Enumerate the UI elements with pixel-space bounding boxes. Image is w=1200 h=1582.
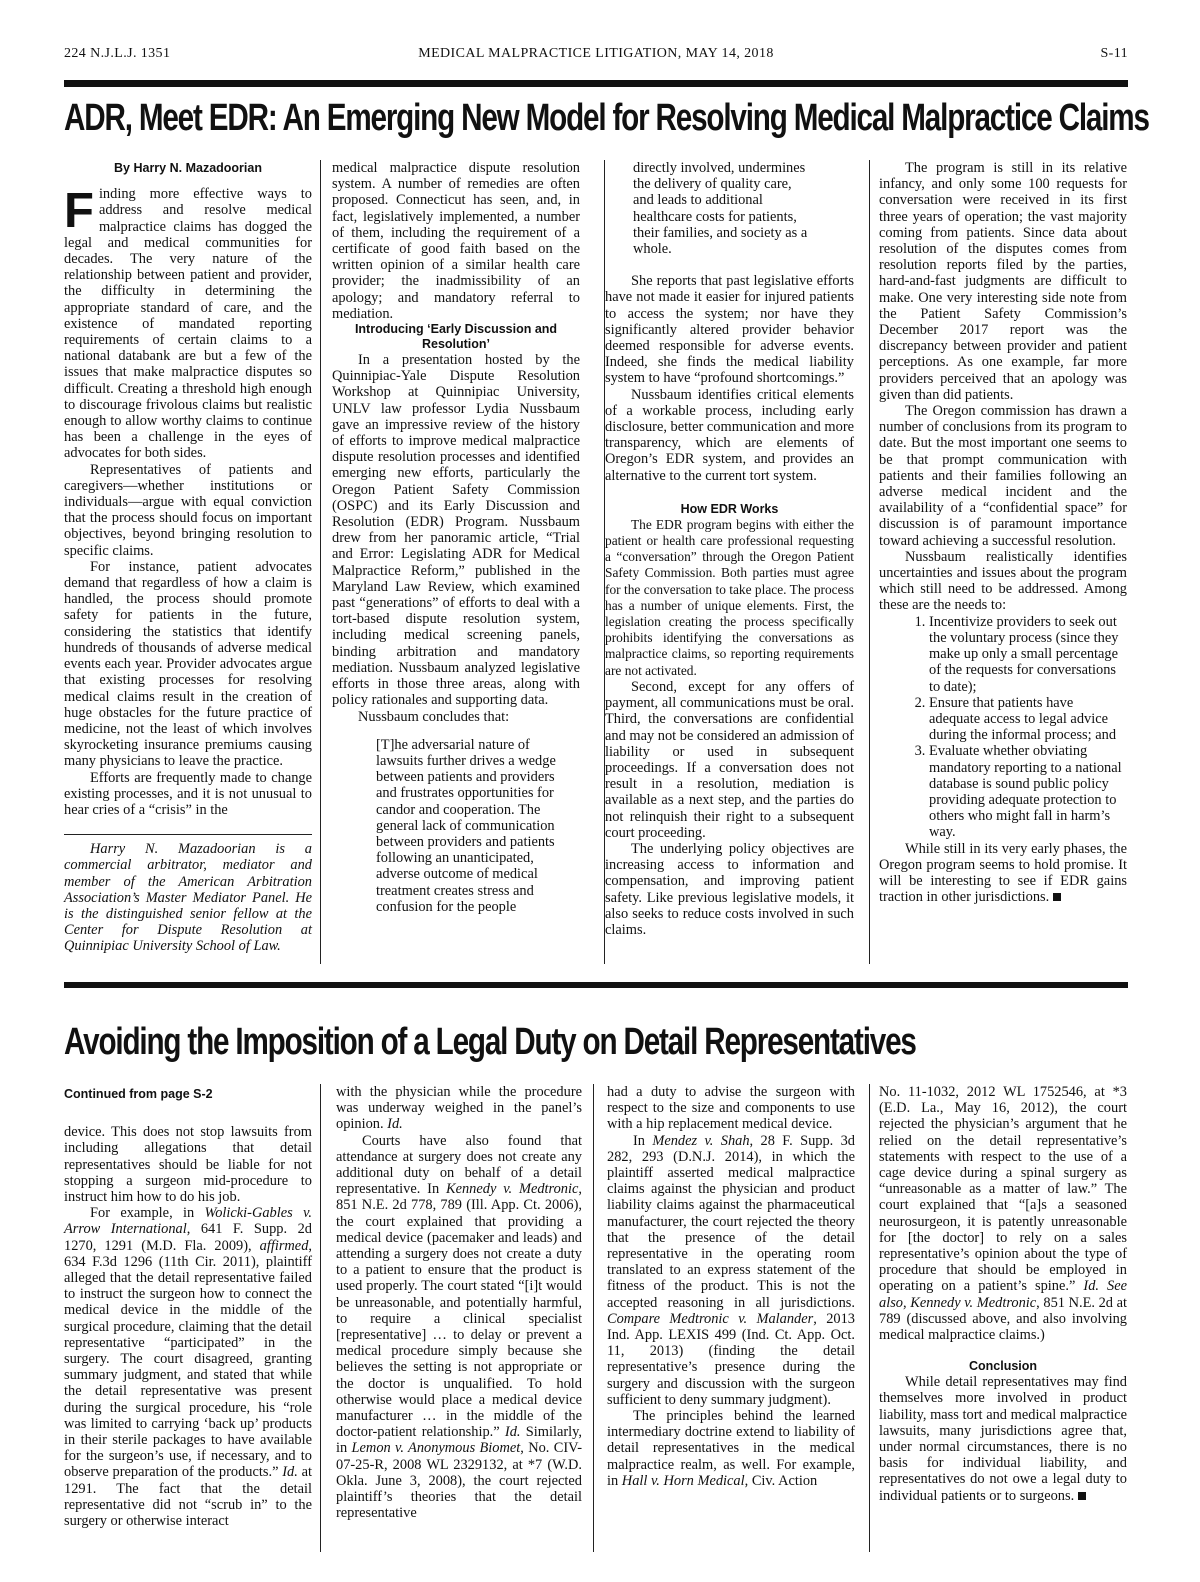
paragraph: While detail representatives may find themselves more involved in product liability, mass tort and medical malpractice lawsuits, many jurisdictions agree that, under normal circumstances, there is no basis for individual liability, and representatives do not owe a legal duty to individual patients or to surgeons. <box>879 1374 1127 1504</box>
paragraph: The underlying policy objectives are increasing access to information and compensation, and improving patient safety. Like previous legislative models, it also seeks to reduce costs involved in such claims. <box>605 840 854 938</box>
article1-headline: ADR, Meet EDR: An Emerging New Model for Resolving Medical Malpractice Claims <box>64 97 1149 139</box>
list-item: 3. Evaluate whether obviating mandatory reporting to a national database is sound public policy providing adequate protection to others who might fall in harm’s way. <box>929 743 1127 840</box>
paragraph: In a presentation hosted by the Quinnipiac-Yale Dispute Resolution Workshop at Quinnipiac University, UNLV law professor Lydia Nussbaum gave an impressive review of the history of efforts to improve medical malpractice dispute resolution processes and identified emerging new efforts, particularly the Oregon Patient Safety Commission (OSPC) and its Early Discussion and Resolution (EDR) Program. Nussbaum drew from her panoramic article, “Trial and Error: Legislating ADR for Medical Malpractice Reform,” published in the Maryland Law Review, which examined past “generations” of efforts to deal with a tort-based dispute resolution system, including medical screening panels, binding arbitration and mandatory mediation. Nussbaum analyzed legislative efforts in those three areas, along with policy rationales and supporting data. <box>332 352 580 709</box>
article2-body <box>64 1084 1128 1554</box>
column-rule <box>869 1084 870 1552</box>
column-rule <box>320 160 321 964</box>
end-mark <box>1053 893 1061 901</box>
article1-column-3 <box>605 160 854 938</box>
page-header <box>64 46 1128 66</box>
subheading: How EDR Works <box>680 501 779 516</box>
section-title: MEDICAL MALPRACTICE LITIGATION, MAY 14, 2018 <box>418 46 774 61</box>
paragraph: had a duty to advise the surgeon with respect to the size and components to use with a hip replacement medical device. <box>607 1084 855 1133</box>
block-quote-continued: directly involved, undermines the delivery of quality care, and leads to additional healthcare costs for patients, their families, and society as a whole. <box>633 160 808 258</box>
paragraph: No. 11-1032, 2012 WL 1752546, at *3 (E.D. La., May 16, 2012), the court rejected the physician’s argument that he relied on the detail representative’s statements with respect to the use of a cage device during a spinal surgery as “unreasonable as a matter of law.” The court explained that “[a]s a seasoned neurosurgeon, it is patently unreasonable for [the doctor] to rely on a sales representative’s opinion about the type of procedure that should be employed in operating on a patient’s spine.” Id. See also, Kennedy v. Medtronic, 851 N.E. 2d at 789 (discussed above, and also involving medical malpractice claims.) <box>879 1084 1127 1344</box>
subheading: Conclusion <box>968 1359 1038 1374</box>
block-quote: [T]he adversarial nature of lawsuits further drives a wedge between patients and providers and frustrates opportunities for candor and cooperation. The general lack of communication between providers and patients following an unanticipated, adverse outcome of medical treatment creates stress and confusion for the people <box>376 736 556 915</box>
paragraph: Nussbaum realistically identifies uncertainties and issues about the program which still need to be addressed. Among these are the needs to: <box>879 548 1127 614</box>
column-rule <box>320 1084 321 1552</box>
paragraph: Nussbaum identifies critical elements of a workable process, including early disclosure, better communication and more transparency, which are elements of Oregon’s EDR system, and provides an alternative to the current tort system. <box>605 386 854 484</box>
paragraph: The Oregon commission has drawn a number of conclusions from its program to date. But the most important one seems to be that prompt communication with patients and their families following an adverse medical incident and the availability of a “confidential space” for discussion is of paramount importance toward achieving a successful resolution. <box>879 403 1127 549</box>
byline: By Harry N. Mazadoorian <box>114 161 262 175</box>
column-rule <box>869 160 870 964</box>
page-number: S-11 <box>1100 46 1128 61</box>
drop-cap: F <box>64 184 94 239</box>
paragraph: The program is still in its relative infancy, and only some 100 requests for conversation were received in its first three years of operation; the vast majority coming from patients. Since data about resolution of the disputes comes from resolution reports filed by the parties, hard-and-fast judgments are difficult to make. One very interesting side note from the Patient Safety Commission’s December 2017 report was the discrepancy between provider and patient perceptions. As one example, far more providers perceived that an apology was given than did patients. <box>879 160 1127 403</box>
journal-citation: 224 N.J.L.J. 1351 <box>64 46 171 61</box>
list-item: 2. Ensure that patients have adequate access to legal advice during the informal process; and <box>929 695 1127 744</box>
paragraph: medical malpractice dispute resolution system. A number of remedies are often proposed. Connecticut has seen, and, in fact, legislatively implemented, a number of them, including the requirement of a certificate of good faith based on the written opinion of a similar health care provider; the inadmissibility of an apology; and mandatory referral to mediation. <box>332 160 580 322</box>
bio-divider <box>64 834 312 835</box>
article-divider <box>64 982 1128 988</box>
list-item: 1. Incentivize providers to seek out the voluntary process (since they make up only a small percentage of the requests for conversations to date); <box>929 614 1127 695</box>
article2-column-2 <box>336 1084 582 1521</box>
paragraph: In Mendez v. Shah, 28 F. Supp. 3d 282, 293 (D.N.J. 2014), in which the plaintiff asserted medical malpractice claims against the physician and product liability claims against the pharmaceutical manufacturer, the court rejected the theory that the presence of the detail representative in the operating room translated to an express statement of the fitness of the product. This is not the accepted reasoning in all jurisdictions. Compare Medtronic v. Malander, 2013 Ind. App. LEXIS 499 (Ind. Ct. App. Oct. 11, 2013) (finding the detail representative’s presence during the surgery and discussion with the surgeon sufficient to deny summary judgment). <box>607 1132 856 1408</box>
paragraph: While still in its very early phases, the Oregon program seems to hold promise. It will be interesting to see if EDR gains traction in other jurisdictions. <box>879 840 1127 906</box>
paragraph: Courts have also found that attendance at surgery does not create any additional duty on behalf of a detail representative. In Kennedy v. Medtronic, 851 N.E. 2d 778, 789 (Ill. App. Ct. 2006), the court explained that providing a medical device (pacemaker and leads) and attending a surgery does not create a duty to a patient to ensure that the product is used properly. The court stated “[i]t would be unreasonable, and potentially harmful, to require a clinical specialist [representative] … to delay or prevent a medical procedure simply because she believes the setting is not appropriate or the doctor is unqualified. To hold otherwise would place a medical device manufacturer … in the middle of the doctor-patient relationship.” Id. Similarly, in Lemon v. Anonymous Biomet, No. CIV-07-25-R, 2008 WL 2329132, at *7 (W.D. Okla. June 3, 2008), the court rejected plaintiff’s theories that the detail representative <box>336 1132 582 1522</box>
paragraph: For instance, patient advocates demand that regardless of how a claim is handled, the process should promote safety for patients in the future, considering the statistics that identify hundreds of thousands of adverse medical events each year. Provider advocates argue that existing processes for resolving medical claims result in the creation of huge obstacles for the future practice of medicine, not the least of which involves skyrocketing insurance premiums causing many physicians to leave the practice. <box>64 558 312 770</box>
paragraph: For example, in Wolicki-Gables v. Arrow International, 641 F. Supp. 2d 1270, 1291 (M.D. Fla. 2009), affirmed, 634 F.3d 1296 (11th Cir. 2011), plaintiff alleged that the detail representative failed to instruct the surgeon how to connect the medical device in the middle of the surgical procedure, claiming that the detail representative “participated” in the surgery. The court disagreed, granting summary judgment, and stated that while the detail representative was present during the surgical procedure, his “role was limited to carrying ‘back up’ products in their sterile packages to have available for the surgeon’s use, if necessary, and to observe preparation of the products.” Id. at 1291. The fact that the detail representative did not “scrub in” to the surgery or otherwise interact <box>64 1205 312 1530</box>
article2-column-3 <box>607 1084 855 1489</box>
article1-column-1 <box>64 160 312 955</box>
header-rule <box>64 80 1128 87</box>
paragraph: Second, except for any offers of payment, all communications must be oral. Third, the conversations are confidential and may not be considered an admission of liability or used in subsequent proceedings. If a conversation does not result in a resolution, mediation is available as a next step, and the parties do not relinquish their right to a subsequent court proceeding. <box>605 678 854 841</box>
continued-note: Continued from page S-2 <box>64 1087 213 1101</box>
needs-list <box>879 614 1127 841</box>
paragraph: The principles behind the learned intermediary doctrine extend to liability of detail representatives in the medical malpractice realm, as well. For example, in Hall v. Horn Medical, Civ. Action <box>607 1408 855 1489</box>
article2-headline: Avoiding the Imposition of a Legal Duty on Detail Representatives <box>64 1021 916 1063</box>
paragraph: Nussbaum concludes that: <box>358 708 510 725</box>
paragraph: Representatives of patients and caregivers—whether institutions or individuals—argue with equal conviction that the process should focus on important objectives, beyond bringing resolution to specific claims. <box>64 461 312 559</box>
article2-column-4 <box>879 1084 1127 1504</box>
author-bio: Harry N. Mazadoorian is a commercial arbitrator, mediator and member of the American Arbitration Association’s Master Mediator Panel. He is the distinguished senior fellow at the Center for Dispute Resolution at Quinnipiac University School of Law. <box>64 841 312 955</box>
article1-column-4 <box>879 160 1127 905</box>
end-mark <box>1078 1492 1086 1500</box>
column-rule <box>593 1084 594 1552</box>
article1-column-2 <box>332 160 580 915</box>
paragraph: Finding more effective ways to address and resolve medical malpractice claims has dogged the legal and medical communities for decades. The very nature of the relationship between patient and provider, the difficulty in determining the appropriate standard of care, and the existence of mandated reporting requirements of certain claims to a national databank are but a few of the issues that make malpractice disputes so difficult. Creating a threshold high enough to discourage frivolous claims but realistic enough to allow worthy claims to continue has been a challenge in the eyes of advocates for both sides. <box>64 184 312 462</box>
paragraph: She reports that past legislative efforts have not made it easier for injured patients to access the system; nor have they significantly altered provider behavior deemed responsible for adverse events. Indeed, she finds the medical liability system to have “profound shortcomings.” <box>605 273 854 387</box>
article2-column-1 <box>64 1084 312 1529</box>
subheading: Introducing ‘Early Discussion and Resolution’ <box>354 322 558 352</box>
paragraph: Efforts are frequently made to change existing processes, and it is not unusual to hear cries of a “crisis” in the <box>64 769 312 818</box>
paragraph: The EDR program begins with either the patient or health care professional requesting a “conversation” through the Oregon Patient Safety Commission. Both parties must agree for the conversation to take place. The process has a number of unique elements. First, the legislation creating the process specifically prohibits identifying the conversations as malpractice claims, so reporting requirements are not activated. <box>605 516 854 678</box>
paragraph: device. This does not stop lawsuits from including allegations that detail representatives should be liable for not stopping a surgeon mid-procedure to instruct him how to do his job. <box>64 1124 312 1206</box>
paragraph: with the physician while the procedure was underway weighed in the panel’s opinion. Id. <box>336 1084 582 1133</box>
article1-body <box>64 160 1128 960</box>
